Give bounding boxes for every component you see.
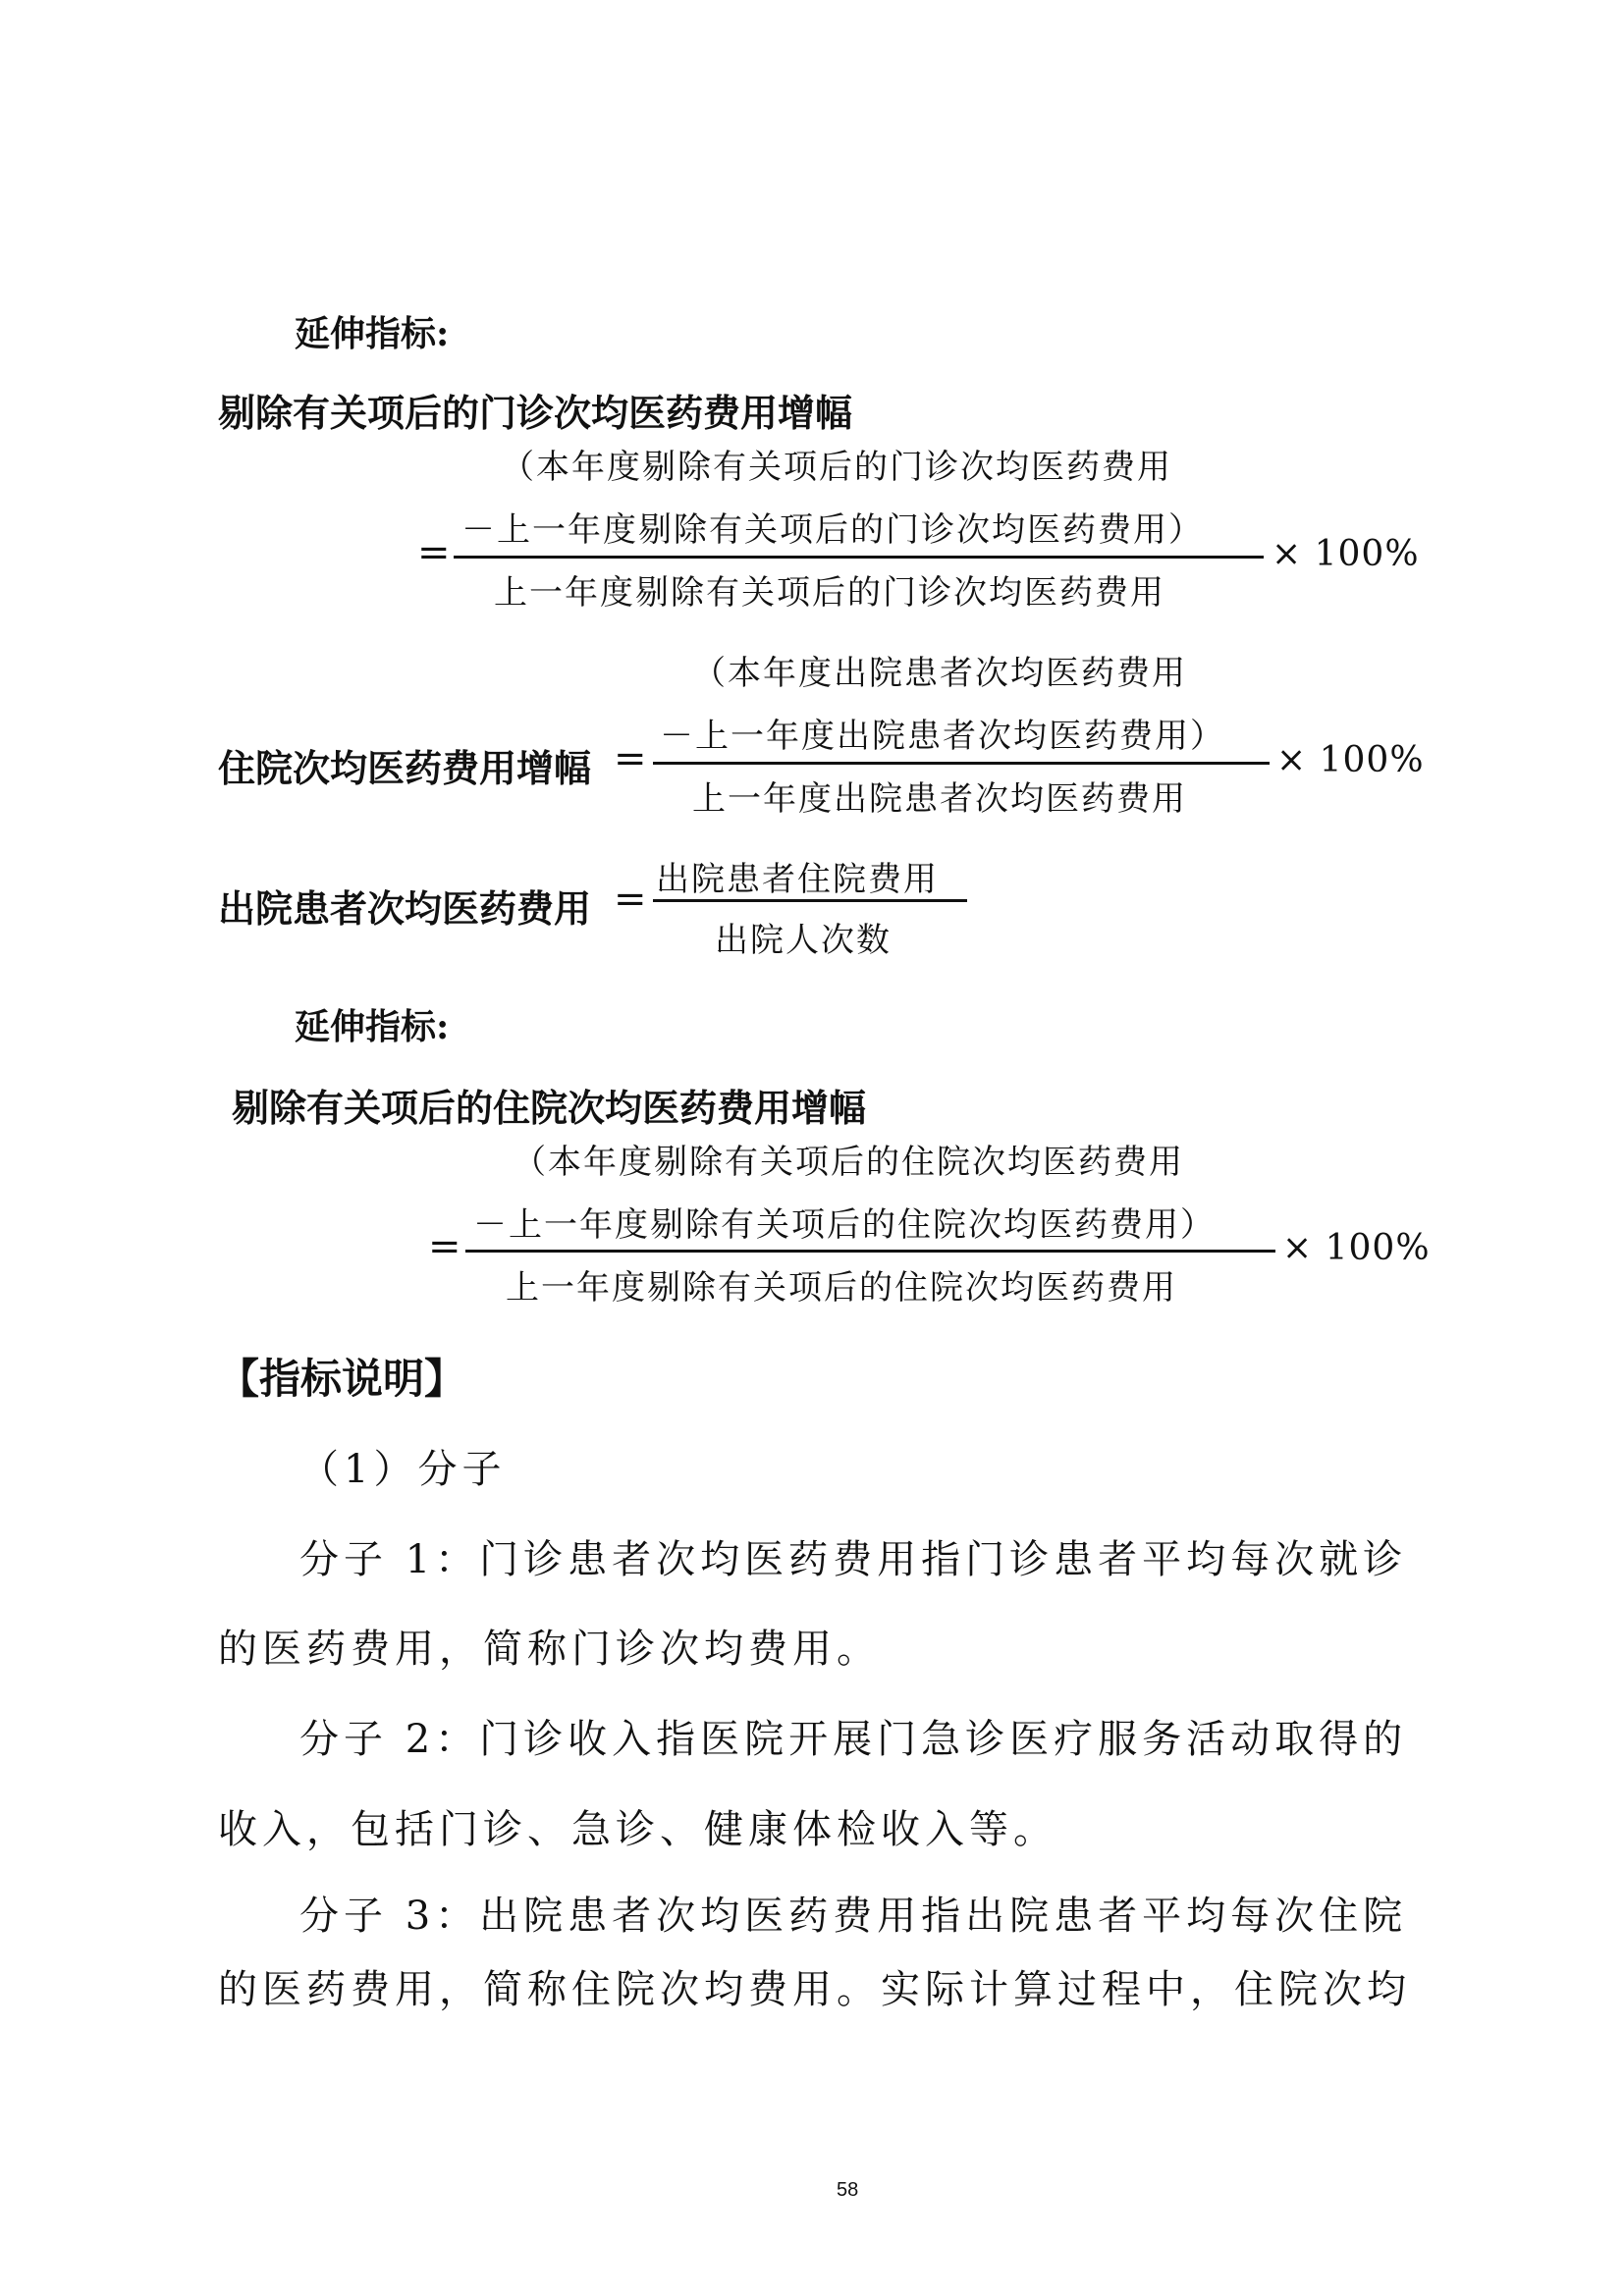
paragraph-2-line-2: 收入，包括门诊、急诊、健康体检收入等。 xyxy=(218,1807,1057,1852)
formula-lhs-discharge-avg: 出院患者次均医药费用 xyxy=(218,886,592,931)
times-100-percent: × 100% xyxy=(1282,1228,1431,1268)
times-100-percent: × 100% xyxy=(1272,534,1420,574)
equals-sign: = xyxy=(417,530,451,575)
numerator: 出院患者住院费用 xyxy=(656,860,939,899)
fraction-bar xyxy=(653,899,967,902)
formula-title-inpatient: 剔除有关项后的住院次均医药费用增幅 xyxy=(232,1086,867,1130)
paragraph-3-line-1: 分子 3：出院患者次均医药费用指出院患者平均每次住院 xyxy=(299,1894,1408,1939)
paragraph-1-line-2: 的医药费用，简称门诊次均费用。 xyxy=(218,1627,881,1672)
numerator-line-2: －上一年度剔除有关项后的门诊次均医药费用） xyxy=(461,510,1204,550)
times-100-percent: × 100% xyxy=(1276,740,1425,780)
numerator-line-2: －上一年度出院患者次均医药费用） xyxy=(660,717,1225,756)
page-number: 58 xyxy=(837,2179,859,2201)
subsection-numerator: （1）分子 xyxy=(299,1447,507,1492)
paragraph-2-line-1: 分子 2：门诊收入指医院开展门急诊医疗服务活动取得的 xyxy=(299,1717,1408,1762)
paragraph-3-line-2: 的医药费用，简称住院次均费用。实际计算过程中，住院次均 xyxy=(218,1967,1411,2012)
fraction-bar xyxy=(653,762,1270,765)
numerator-line-2: －上一年度剔除有关项后的住院次均医药费用） xyxy=(473,1205,1216,1245)
fraction-bar xyxy=(454,556,1264,559)
denominator: 上一年度剔除有关项后的门诊次均医药费用 xyxy=(494,573,1165,613)
equals-sign: = xyxy=(614,736,647,781)
denominator: 上一年度出院患者次均医药费用 xyxy=(692,779,1187,819)
extension-label-2: 延伸指标: xyxy=(295,1006,450,1047)
equals-sign: = xyxy=(428,1224,461,1269)
equals-sign: = xyxy=(614,877,647,922)
formula-lhs-inpatient-growth: 住院次均医药费用增幅 xyxy=(218,746,592,790)
formula-title-outpatient: 剔除有关项后的门诊次均医药费用增幅 xyxy=(218,391,853,435)
extension-label-1: 延伸指标: xyxy=(295,313,450,354)
fraction-bar xyxy=(465,1250,1275,1253)
paragraph-1-line-1: 分子 1：门诊患者次均医药费用指门诊患者平均每次就诊 xyxy=(299,1537,1408,1582)
denominator: 上一年度剔除有关项后的住院次均医药费用 xyxy=(506,1268,1177,1308)
denominator: 出院人次数 xyxy=(715,921,892,960)
numerator-line-1: （本年度剔除有关项后的门诊次均医药费用 xyxy=(501,448,1172,487)
section-heading: 【指标说明】 xyxy=(218,1355,466,1403)
numerator-line-1: （本年度剔除有关项后的住院次均医药费用 xyxy=(513,1143,1184,1182)
numerator-line-1: （本年度出院患者次均医药费用 xyxy=(692,654,1187,693)
